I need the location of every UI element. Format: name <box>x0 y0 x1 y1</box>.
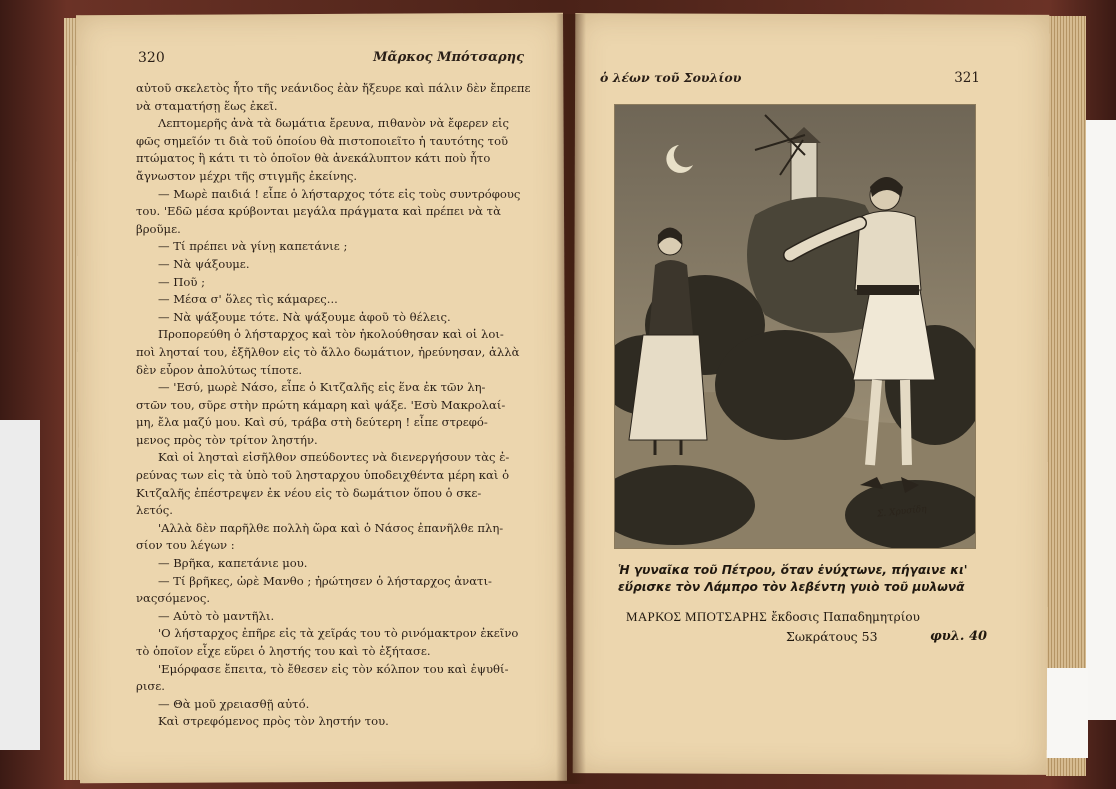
body-text-line: Κιτζαλῆς ἐπέστρεψεν ἐκ νέου εἰς τὸ δωμάτιον ὅπου ὁ σκε- <box>136 485 482 500</box>
illustrator-signature: Σ. Χρυσίδη <box>876 504 928 520</box>
illustration <box>614 104 976 549</box>
body-text-line: — Θὰ μοῦ χρειασθῇ αὐτό. <box>158 696 310 711</box>
body-text-line: δὲν εὗρον ἀπολύτως τίποτε. <box>136 362 303 377</box>
body-text-line: Λεπτομερῆς ἀνὰ τὰ δωμάτια ἔρευνα, πιθανὸν νὰ ἔφερεν εἰς <box>158 116 510 131</box>
running-title-right: ὁ λέων τοῦ Σουλίου <box>600 70 742 85</box>
body-text-line: — Τί πρέπει νὰ γίνῃ καπετάνιε ; <box>158 239 348 254</box>
body-text-line: βροῦμε. <box>136 221 181 236</box>
body-text-line: νὰ σταματήσῃ ἕως ἐκεῖ. <box>136 98 278 113</box>
right-page-header <box>600 70 980 90</box>
body-text-line: — Βρῆκα, καπετάνιε μου. <box>158 556 308 571</box>
body-text-line: του. 'Εδῶ μέσα κρύβονται μεγάλα πράγματα καὶ πρέπει νὰ τὰ <box>136 204 501 219</box>
right-page-edges <box>1046 16 1086 776</box>
white-left-strip <box>0 420 40 750</box>
publisher-address: Σωκράτους 53 <box>786 629 878 644</box>
sheet-number: φυλ. 40 <box>930 629 988 644</box>
body-text-line: 'Ο λήσταρχος ἐπῆρε εἰς τὰ χεῖράς του τὸ ρινόμακτρον ἐκεῖνο <box>158 626 519 641</box>
caption-line-1: Ἡ γυναῖκα τοῦ Πέτρου, ὅταν ἐνύχτωνε, πήγαινε κι' <box>618 563 968 577</box>
body-text-line: — Νὰ ψάξουμε. <box>158 256 250 271</box>
body-text-line: ρισε. <box>136 679 165 694</box>
body-text-line: 'Αλλὰ δὲν παρῆλθε πολλὴ ὥρα καὶ ὁ Νάσος ἐπανῆλθε πλη- <box>158 520 504 535</box>
body-text-line: — Μέσα σ' ὅλες τὶς κάμαρες... <box>158 292 338 307</box>
left-page-body-text <box>136 80 531 731</box>
illustration-drawing <box>615 105 975 548</box>
publisher-series-title: ΜΑΡΚΟΣ ΜΠΟΤΣΑΡΗΣ <box>626 609 768 624</box>
body-text-line: Προπορεύθη ὁ λήσταρχος καὶ τὸν ἠκολούθησαν καὶ οἱ λοι- <box>158 327 504 342</box>
body-text-line: μη, ἔλα μαζύ μου. Καὶ σύ, τράβα στὴ δεύτερη ! εἶπε στρεφό- <box>136 415 488 430</box>
body-text-line: — 'Εσύ, μωρὲ Νάσο, εἶπε ὁ Κιτζαλῆς εἰς ἕνα ἐκ τῶν λη- <box>158 380 486 395</box>
running-title-left: Μᾶρκος Μπότσαρης <box>373 50 524 65</box>
body-text-line: στῶν του, σῦρε στὴν πρώτη κάμαρη καὶ ψάξε. 'Εσὺ Μακρολαί- <box>136 397 506 412</box>
body-text-line: ἄγνωστον μέχρι τῆς στιγμῆς ἐκείνης. <box>136 168 358 183</box>
page-number-right: 321 <box>954 70 980 86</box>
book-gutter <box>556 14 586 784</box>
body-text-line: — Ποῦ ; <box>158 274 206 289</box>
body-text-line: — Μωρὲ παιδιά ! εἶπε ὁ λήσταρχος τότε εἰς τοὺς συντρόφους <box>158 186 521 201</box>
publisher-edition: ἔκδοσις Παπαδημητρίου <box>771 610 920 624</box>
left-page-header <box>138 50 524 70</box>
body-text-line: ποὶ λησταί του, ἐξῆλθον εἰς τὸ ἄλλο δωμάτιον, ἠρεύνησαν, ἀλλὰ <box>136 344 520 359</box>
body-text-line: αὐτοῦ σκελετὸς ἦτο τῆς νεάνιδος ἐὰν ἤξευρε καὶ πάλιν δὲν ἔπρεπε <box>136 81 531 95</box>
illustration-caption <box>618 562 1018 596</box>
body-text-line: Καὶ στρεφόμενος πρὸς τὸν ληστήν του. <box>158 714 389 729</box>
body-text-line: — Αὐτὸ τὸ μαντῆλι. <box>158 608 275 623</box>
caption-line-2: εὕρισκε τὸν Λάμπρο τὸν λεβέντη γυιὸ τοῦ μυλωνᾶ <box>618 580 965 594</box>
body-text-line: φῶς σημεῖόν τι διὰ τοῦ ὁποίου θὰ πιστοποιεῖτο ἡ ταυτότης τοῦ <box>136 133 509 148</box>
body-text-line: 'Εμόρφασε ἔπειτα, τὸ ἔθεσεν εἰς τὸν κόλπον του καὶ ἐψυθί- <box>158 661 509 676</box>
body-text-line: ρεύνας των εἰς τὰ ὑπὸ τοῦ λησταρχου ὑποδειχθέντα μέρη καὶ ὁ <box>136 468 510 483</box>
body-text-line: — Νὰ ψάξουμε τότε. Νὰ ψάξουμε ἀφοῦ τὸ θέλεις. <box>158 309 451 324</box>
body-text-line: Καὶ οἱ λησταὶ εἰσῆλθον σπεύδοντες νὰ διενεργήσουν τὰς ἐ- <box>158 450 510 465</box>
body-text-line: ναςσόμενος. <box>136 591 211 606</box>
publisher-line <box>626 609 920 625</box>
body-text-line: λετός. <box>136 503 173 518</box>
body-text-line: πτώματος ἢ κάτι τι τὸ ὁποῖον θὰ ἀνεκάλυπτον κάτι ποὺ ἦτο <box>136 151 491 166</box>
body-text-line: σίον του λέγων : <box>136 538 235 553</box>
body-text-line: — Τί βρῆκες, ὠρὲ Μανθο ; ἠρώτησεν ὁ λήσταρχος ἀνατι- <box>158 573 492 588</box>
page-number-left: 320 <box>138 50 165 66</box>
body-text-line: τὸ ὁποῖον εἶχε εὕρει ὁ ληστής του καὶ τὸ ἐξήτασε. <box>136 644 431 658</box>
body-text-line: μενος πρὸς τὸν τρίτον ληστήν. <box>136 432 318 447</box>
